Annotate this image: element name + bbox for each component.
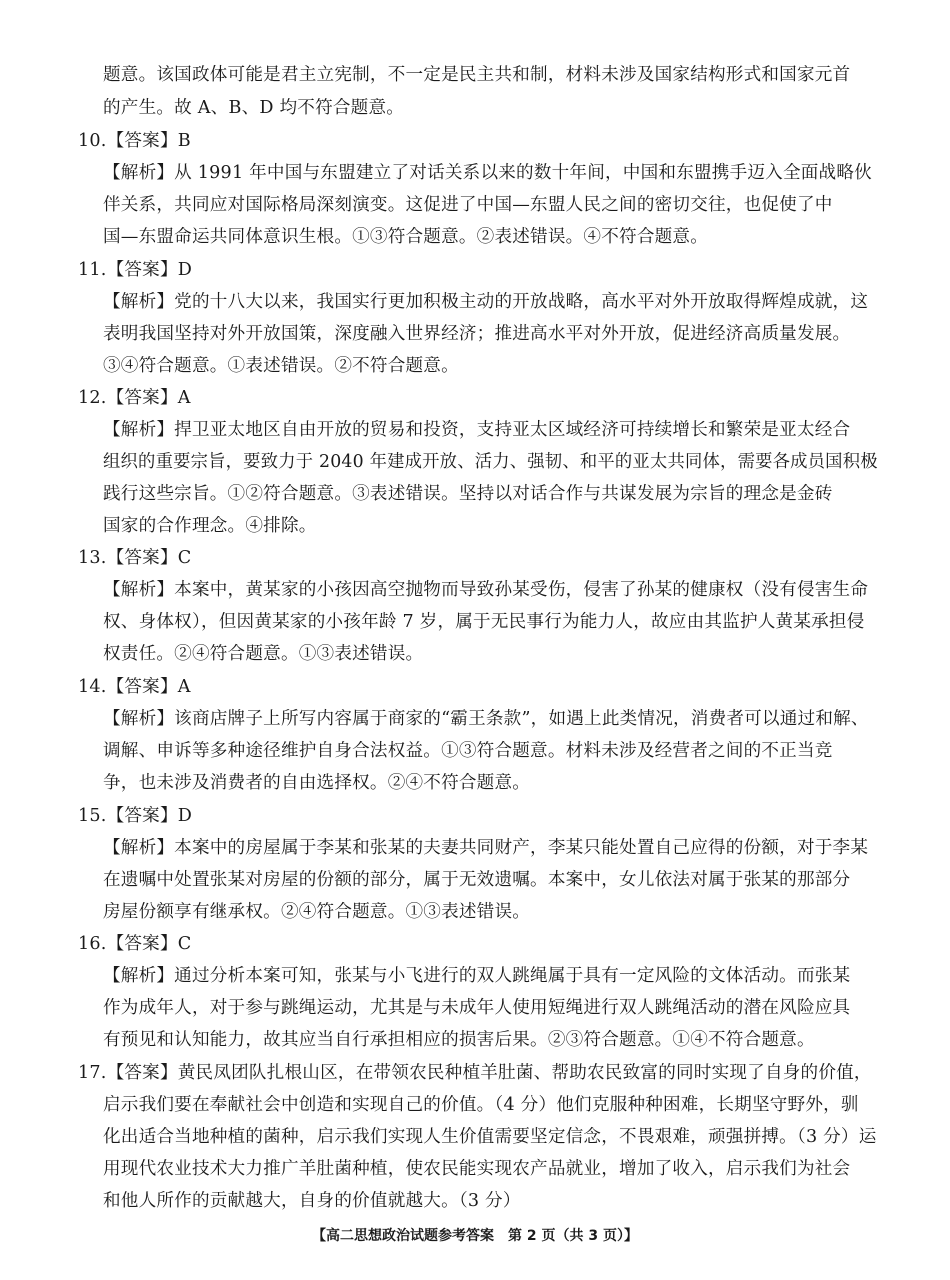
- text-line: 【解析】本案中的房屋属于李某和张某的夫妻共同财产，李某只能处置自己应得的份额，对于李某: [103, 838, 869, 858]
- text-line: 房屋份额享有继承权。②④符合题意。①③表述错误。: [103, 902, 531, 922]
- answer-heading: 10.【答案】B: [78, 131, 191, 151]
- text-line: 【解析】党的十八大以来，我国实行更加积极主动的开放战略，高水平对外开放取得辉煌成就，这: [103, 292, 869, 312]
- text-line: 作为成年人，对于参与跳绳运动，尤其是与未成年人使用短绳进行双人跳绳活动的潜在风险应具: [103, 998, 851, 1018]
- answer-heading: 11.【答案】D: [78, 260, 193, 280]
- text-line: 【解析】通过分析本案可知，张某与小飞进行的双人跳绳属于具有一定风险的文体活动。而张某: [103, 966, 851, 986]
- answer-heading: 12.【答案】A: [78, 388, 191, 408]
- text-line: 有预见和认知能力，故其应当自行承担相应的损害后果。②③符合题意。①④不符合题意。: [103, 1030, 815, 1050]
- answer-heading: 15.【答案】D: [78, 806, 193, 826]
- text-line: 权责任。②④符合题意。①③表述错误。: [103, 644, 424, 664]
- page-footer: 【高二思想政治试题参考答案 第 2 页（共 3 页）】: [312, 1228, 638, 1244]
- answer-heading: 14.【答案】A: [78, 677, 191, 697]
- text-line: 和他人所作的贡献越大，自身的价值就越大。（3 分）: [103, 1191, 521, 1211]
- text-line: 国—东盟命运共同体意识生根。①③符合题意。②表述错误。④不符合题意。: [103, 227, 708, 247]
- text-line: 争，也未涉及消费者的自由选择权。②④不符合题意。: [103, 773, 531, 793]
- text-line: 表明我国坚持对外开放国策，深度融入世界经济；推进高水平对外开放，促进经济高质量发展。: [103, 324, 851, 344]
- answer-heading: 13.【答案】C: [78, 548, 192, 568]
- answer-heading: 16.【答案】C: [78, 934, 192, 954]
- text-line: ③④符合题意。①表述错误。②不符合题意。: [103, 356, 459, 376]
- text-line: 组织的重要宗旨，要致力于 2040 年建成开放、活力、强韧、和平的亚太共同体，需要各成员国积极: [103, 452, 878, 472]
- text-line: 题意。该国政体可能是君主立宪制，不一定是民主共和制，材料未涉及国家结构形式和国家元首: [103, 65, 851, 85]
- text-line: 国家的合作理念。④排除。: [103, 516, 317, 536]
- text-line: 践行这些宗旨。①②符合题意。③表述错误。坚持以对话合作与共谋发展为宗旨的理念是金砖: [103, 484, 833, 504]
- text-line: 【解析】该商店牌子上所写内容属于商家的“霸王条款”，如遇上此类情况，消费者可以通过和解、: [103, 709, 869, 729]
- text-line: 化出适合当地种植的菌种，启示我们实现人生价值需要坚定信念，不畏艰难，顽强拼搏。（3 分）运: [103, 1127, 877, 1147]
- text-line: 【解析】从 1991 年中国与东盟建立了对话关系以来的数十年间，中国和东盟携手迈入全面战略伙: [103, 163, 872, 183]
- text-line: 调解、申诉等多种途径维护自身合法权益。①③符合题意。材料未涉及经营者之间的不正当竞: [103, 741, 833, 761]
- text-line: 【解析】本案中，黄某家的小孩因高空抛物而导致孙某受伤，侵害了孙某的健康权（没有侵害生命: [103, 580, 869, 600]
- text-line: 在遗嘱中处置张某对房屋的份额的部分，属于无效遗嘱。本案中，女儿依法对属于张某的那部分: [103, 870, 851, 890]
- text-line: 权、身体权），但因黄某家的小孩年龄 7 岁，属于无民事行为能力人，故应由其监护人黄某承担侵: [103, 612, 865, 632]
- text-line: 用现代农业技术大力推广羊肚菌种植，使农民能实现农产品就业，增加了收入，启示我们为社会: [103, 1159, 851, 1179]
- answer-heading: 17.【答案】黄民凤团队扎根山区，在带领农民种植羊肚菌、帮助农民致富的同时实现了自身的价值，: [78, 1063, 872, 1083]
- text-line: 启示我们要在奉献社会中创造和实现自己的价值。（4 分）他们克服种种困难，长期坚守野外，驯: [103, 1095, 859, 1115]
- text-line: 【解析】捍卫亚太地区自由开放的贸易和投资，支持亚太区域经济可持续增长和繁荣是亚太经合: [103, 420, 851, 440]
- text-line: 伴关系，共同应对国际格局深刻演变。这促进了中国—东盟人民之间的密切交往，也促使了中: [103, 195, 833, 215]
- text-line: 的产生。故 A、B、D 均不符合题意。: [103, 98, 405, 118]
